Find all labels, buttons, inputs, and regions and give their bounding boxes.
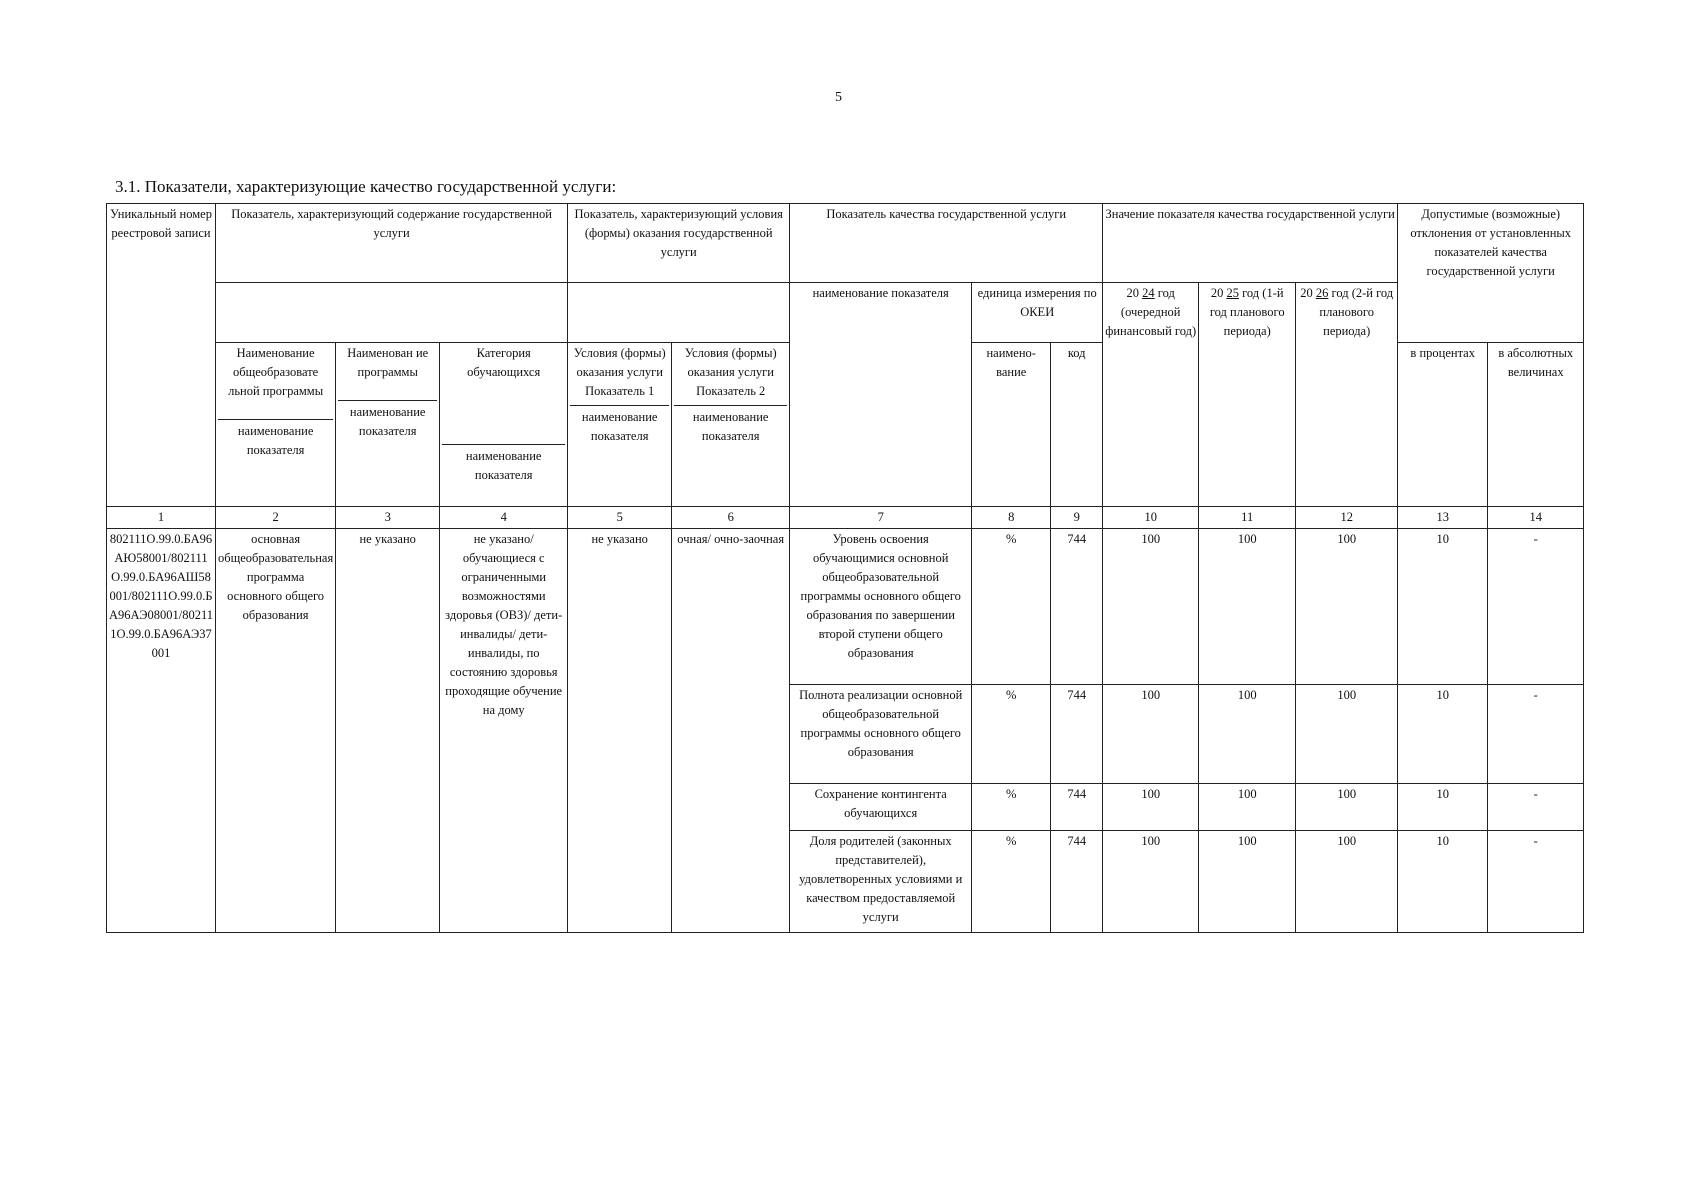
- section-title: 3.1. Показатели, характеризующие качество государственной услуги:: [115, 177, 617, 196]
- year1-prefix: 20: [1126, 285, 1140, 300]
- year2-suffix: год (1-й год планового периода): [1209, 285, 1285, 338]
- header-conditions-group: Показатель, характеризующий условия (формы) оказания государственной услуги: [568, 204, 790, 283]
- header-deviation-text: Допустимые (возможные) отклонения от установленных показателей качества государственной услуги: [1410, 207, 1572, 278]
- header-okei-code: код: [1051, 342, 1103, 506]
- header-year-1: [1103, 282, 1199, 506]
- cond1-indicator-label: наименование показателя: [570, 405, 669, 446]
- indicator-abs: -: [1488, 684, 1584, 783]
- column-number: 4: [440, 506, 568, 528]
- header-content-group: Показатель, характеризующий содержание государственной услуги: [216, 204, 568, 283]
- header-category: [440, 342, 568, 506]
- indicator-year1: 100: [1103, 783, 1199, 830]
- header-deviation-group: [1398, 204, 1584, 283]
- cond2-indicator-label: наименование показателя: [674, 405, 787, 446]
- quality-indicators-table: [106, 203, 1584, 933]
- column-number: 12: [1296, 506, 1398, 528]
- indicator-year3: 100: [1296, 830, 1398, 932]
- indicator-abs: -: [1488, 528, 1584, 684]
- indicator-name: Уровень освоения обучающимися основной общеобразовательной программы основного общего образования по завершении второй ступени общего образования: [790, 528, 972, 684]
- indicator-pct: 10: [1398, 830, 1488, 932]
- indicator-year3: 100: [1296, 783, 1398, 830]
- column-number: 6: [672, 506, 790, 528]
- record-category: не указано/обучающиеся с ограниченными возможностями здоровья (ОВЗ)/ дети-инвалиды/ дети-инвалиды, по состоянию здоровья проходящие обучение на дому: [440, 528, 568, 932]
- column-number: 9: [1051, 506, 1103, 528]
- column-number: 8: [972, 506, 1051, 528]
- header-value-group: Значение показателя качества государственной услуги: [1103, 204, 1398, 283]
- column-number: 1: [107, 506, 216, 528]
- header-year-3: [1296, 282, 1398, 506]
- page-number: 5: [835, 90, 842, 105]
- header-cond2: [672, 342, 790, 506]
- column-number: 2: [216, 506, 336, 528]
- category-indicator-label: наименование показателя: [442, 444, 565, 485]
- indicator-year1: 100: [1103, 684, 1199, 783]
- header-year-2: [1199, 282, 1296, 506]
- indicator-pct: 10: [1398, 783, 1488, 830]
- indicator-code: 744: [1051, 783, 1103, 830]
- indicator-unit: %: [972, 830, 1051, 932]
- record-cond2: очная/ очно-заочная: [672, 528, 790, 932]
- column-number: 11: [1199, 506, 1296, 528]
- header-quality-indicator-name: наименование показателя: [790, 282, 972, 506]
- column-number: 5: [568, 506, 672, 528]
- indicator-name: Доля родителей (законных представителей), удовлетворенных условиями и качеством предоставляемой услуги: [790, 830, 972, 932]
- header-cond1: [568, 342, 672, 506]
- record-program-name: основная общеобразовательная программа основного общего образования: [216, 528, 336, 932]
- category-label: Категория обучающихся: [467, 345, 541, 379]
- indicator-code: 744: [1051, 528, 1103, 684]
- program-indicator-label: наименование показателя: [338, 400, 437, 441]
- indicator-year3: 100: [1296, 684, 1398, 783]
- header-conditions-spacer: [568, 282, 790, 342]
- column-number: 10: [1103, 506, 1199, 528]
- header-content-spacer: [216, 282, 568, 342]
- year3-suffix: год (2-й год планового периода): [1319, 285, 1394, 338]
- header-quality-group: Показатель качества государственной услуги: [790, 204, 1103, 283]
- header-program: [336, 342, 440, 506]
- indicator-abs: -: [1488, 830, 1584, 932]
- column-number: 7: [790, 506, 972, 528]
- header-in-percent: в процентах: [1398, 342, 1488, 506]
- table-row: [107, 528, 1584, 684]
- indicator-code: 744: [1051, 830, 1103, 932]
- cond2-label: Условия (формы) оказания услуги Показатель 2: [684, 345, 777, 398]
- indicator-pct: 10: [1398, 528, 1488, 684]
- indicator-year3: 100: [1296, 528, 1398, 684]
- program-name-indicator-label: наименование показателя: [218, 419, 333, 460]
- indicator-code: 744: [1051, 684, 1103, 783]
- record-unique-number: 802111О.99.0.БА96АЮ58001/802111О.99.0.БА96АШ58001/802111О.99.0.БА96АЭ08001/802111О.99.0.БА96АЭ37001: [107, 528, 216, 932]
- header-unique-number: Уникальный номер реестровой записи: [107, 204, 216, 507]
- header-in-absolute: в абсолютных величинах: [1488, 342, 1584, 506]
- record-cond1: не указано: [568, 528, 672, 932]
- year2-prefix: 20: [1210, 285, 1224, 300]
- year1-value: 24: [1142, 285, 1155, 300]
- year3-prefix: 20: [1300, 285, 1313, 300]
- column-number: 3: [336, 506, 440, 528]
- indicator-year2: 100: [1199, 830, 1296, 932]
- indicator-year2: 100: [1199, 528, 1296, 684]
- indicator-year1: 100: [1103, 528, 1199, 684]
- header-okei-name: наимено- вание: [972, 342, 1051, 506]
- indicator-unit: %: [972, 783, 1051, 830]
- column-number: 13: [1398, 506, 1488, 528]
- header-okei-unit: единица измерения по ОКЕИ: [972, 282, 1103, 342]
- indicator-unit: %: [972, 528, 1051, 684]
- indicator-year1: 100: [1103, 830, 1199, 932]
- indicator-pct: 10: [1398, 684, 1488, 783]
- column-number: 14: [1488, 506, 1584, 528]
- indicator-year2: 100: [1199, 783, 1296, 830]
- indicator-unit: %: [972, 684, 1051, 783]
- cond1-label: Условия (формы) оказания услуги Показатель 1: [573, 345, 666, 398]
- indicator-name: Сохранение контингента обучающихся: [790, 783, 972, 830]
- header-program-name: [216, 342, 336, 506]
- indicator-year2: 100: [1199, 684, 1296, 783]
- indicator-name: Полнота реализации основной общеобразовательной программы основного общего образования: [790, 684, 972, 783]
- year2-value: 25: [1226, 285, 1239, 300]
- year1-suffix: год (очередной финансовый год): [1105, 285, 1197, 338]
- program-label: Наименован ие программы: [347, 345, 429, 379]
- year3-value: 26: [1315, 285, 1329, 300]
- indicator-abs: -: [1488, 783, 1584, 830]
- program-name-label: Наименование общеобразовате льной программы: [228, 345, 324, 398]
- record-program: не указано: [336, 528, 440, 932]
- header-deviation-spacer: [1398, 282, 1584, 342]
